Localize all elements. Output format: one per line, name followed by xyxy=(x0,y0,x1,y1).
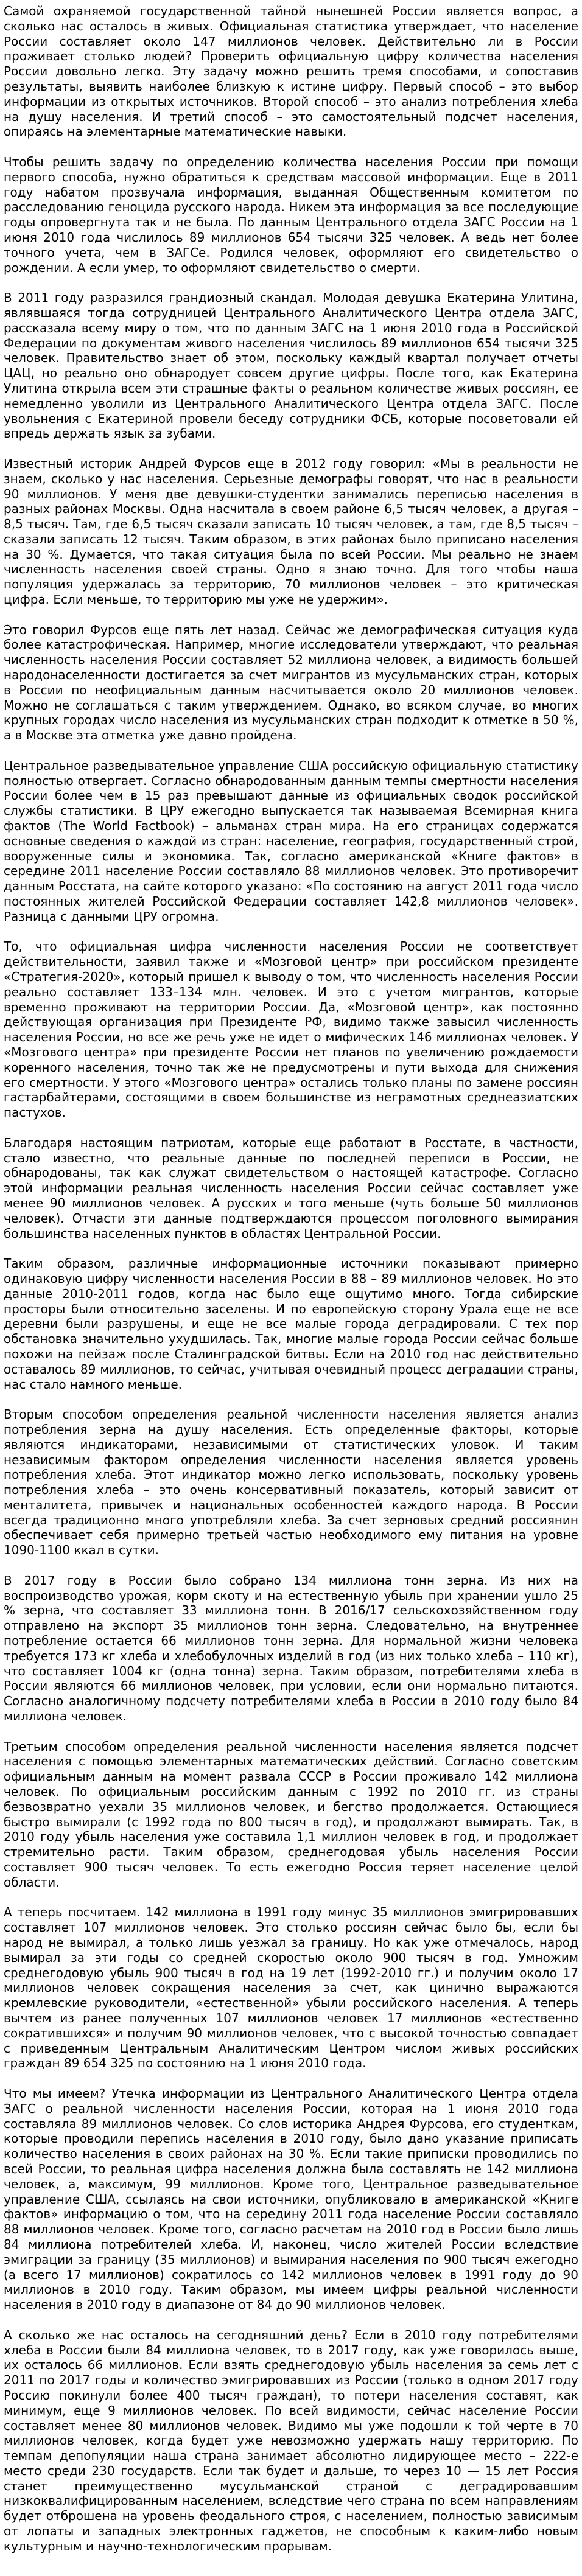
article-paragraph: Известный историк Андрей Фурсов еще в 2012 году говорил: «Мы в реальности не знаем, сколько у нас населения. Серьезные демографы говорят, что нас в реальности 90 миллионов. У меня две девушки-студентки занимались переписью населения в разных районах Москвы. Одна насчитала в своем районе 6,5 тысяч человек, а другая – 8,5 тысяч. Там, где 6,5 тысяч сказали записать 10 тысяч человек, а там, где 8,5 тысяч – сказали записать 12 тысяч. Таким образом, в этих районах было приписано населения на 30 %. Думается, что такая ситуация была по всей России. Мы реально не знаем численность населения своей страны. Одно я знаю точно. Для того чтобы наша популяция удержалась за территорию, 70 миллионов человек – это критическая цифра. Если меньше, то территорию мы уже не удержим». xyxy=(4,456,578,607)
article-paragraph: Самой охраняемой государственной тайной нынешней России является вопрос, а сколько нас осталось в живых. Официальная статистика утверждает, что население России составляет около 147 миллионов человек. Действительно ли в России проживает столько людей? Проверить официальную цифру количества населения России довольно легко. Эту задачу можно решить тремя способами, и сопоставив результаты, выявить наиболее близкую к истине цифру. Первый способ – это выбор информации из открытых источников. Второй способ – это анализ потребления хлеба на душу населения. И третий способ – это самостоятельный подсчет населения, опираясь на элементарные математические навыки. xyxy=(4,4,578,139)
article-paragraph: Это говорил Фурсов еще пять лет назад. Сейчас же демографическая ситуация куда более катастрофическая. Например, многие исследователи утверждают, что реальная численность населения России составляет 52 миллиона человек, а видимость большей народонаселенности достигается за счет мигрантов из мусульманских стран, которых в России по неофициальным данным насчитывается около 20 миллионов человек. Можно не соглашаться с таким утверждением. Однако, во всяком случае, во многих крупных городах число населения из мусульманских стран подходит к отметке в 50 %, а в Москве эта отметка уже давно пройдена. xyxy=(4,622,578,743)
article-paragraph: Третьим способом определения реальной численности населения является подсчет населения с помощью элементарных математических действий. Согласно советским официальным данным на момент развала СССР в России проживало 142 миллиона человек. По официальным российским данным с 1992 по 2010 гг. из страны безвозвратно уехали 35 миллионов человек, и бегство продолжается. Остающиеся быстро вымирали (с 1992 года по 800 тысяч в год), и продолжают вымирать. Так, в 2010 году убыль населения уже составила 1,1 миллион человек в год, и продолжает стремительно расти. Таким образом, среднегодовая убыль населения России составляет 900 тысяч человек. То есть ежегодно Россия теряет население целой области. xyxy=(4,1739,578,1890)
article-paragraph: Вторым способом определения реальной численности населения является анализ потребления зерна на душу населения. Есть определенные факторы, которые являются индикаторами, независимыми от статистических уловок. И таким независимым фактором определения численности населения является уровень потребления хлеба. Этот индикатор можно легко использовать, поскольку уровень потребления хлеба – это очень консервативный показатель, который зависит от менталитета, привычек и национальных особенностей каждого народа. В России всегда традиционно много употребляли хлеба. За счет зерновых средний россиянин обеспечивает себя примерно третьей частью необходимого ему питания на уровне 1090-1100 ккал в сутки. xyxy=(4,1407,578,1558)
article-paragraph: Таким образом, различные информационные источники показывают примерно одинаковую цифру численности населения России в 88 – 89 миллионов человек. Но это данные 2010-2011 годов, когда нас было еще ощутимо много. Тогда сибирские просторы были относительно заселены. И по европейскую сторону Урала еще не все деревни были разрушены, и еще не все малые города деградировали. С тех пор обстановка значительно ухудшилась. Так, многие малые города России сейчас больше похожи на пейзаж после Сталинградской битвы. Если на 2010 год нас действительно оставалось 89 миллионов, то сейчас, учитывая очевидный процесс деградации страны, нас стало намного меньше. xyxy=(4,1256,578,1392)
article-paragraph: Что мы имеем? Утечка информации из Центрального Аналитического Центра отдела ЗАГС о реальной численности населения России, которая на 1 июня 2010 года составляла 89 миллионов человек. Со слов историка Андрея Фурсова, его студенткам, которые проводили перепись населения в 2010 году, было дано указание приписать количество населения в своих районах на 30 %. Если такие приписки проводились по всей России, то реальная цифра населения должна была составлять не 142 миллиона человек, а, максимум, 99 миллионов. Кроме того, Центральное разведывательное управление США, ссылаясь на свои источники, опубликовало в американской «Книге фактов» информацию о том, что на середину 2011 года население России составляло 88 миллионов человек. Кроме того, согласно расчетам на 2010 год в России было лишь 84 миллиона потребителей хлеба. И, наконец, число жителей России вследствие эмиграции за границу (35 миллионов) и вымирания населения по 900 тысяч ежегодно (а всего 17 миллионов) сократилось со 142 миллионов человек в 1991 году до 90 миллионов в 2010 году. Таким образом, мы имеем цифры реальной численности населения в 2010 году в диапазоне от 84 до 90 миллионов человек. xyxy=(4,2086,578,2312)
article-paragraph: А сколько же нас осталось на сегодняшний день? Если в 2010 году потребителями хлеба в России были 84 миллиона человек, то в 2017 году, как уже говорилось выше, их осталось 66 миллионов. Если взять среднегодовую убыль населения за семь лет с 2011 по 2017 годы и количество эмигрировавших из России (только в одном 2017 году Россию покинули более 400 тысяч граждан), то потери населения составят, как минимум, еще 9 миллионов человек. По всей видимости, сейчас население России составляет менее 80 миллионов человек. Видимо мы уже подошли к той черте в 70 миллионов человек, когда будет уже невозможно удержать нашу территорию. По темпам депопуляции наша страна занимает абсолютно лидирующее место – 222-е место среди 230 государств. Если так будет и дальше, то через 10 — 15 лет Россия станет преимущественно мусульманской страной с деградировавшим низкоквалифицированным населением, вследствие чего страна по всем направлениям будет отброшена на уровень феодального строя, с населением, полностью зависимым от лопаты и западных электронных гаджетов, не способным к каким-либо новым культурным и научно-технологическим прорывам. xyxy=(4,2327,578,2553)
article-paragraph: Чтобы решить задачу по определению количества населения России при помощи первого способа, нужно обратиться к средствам массовой информации. Еще в 2011 году набатом прозвучала информация, выданная Общественным комитетом по расследованию геноцида русского народа. Никем эта информация за все последующие годы опровергнута так и не была. По данным Центрального отдела ЗАГС России на 1 июня 2010 года числилось 89 миллионов 654 тысячи 325 человек. А ведь нет более точного учета, чем в ЗАГСе. Родился человек, оформляют его свидетельство о рождении. А если умер, то оформляют свидетельство о смерти. xyxy=(4,154,578,275)
article-paragraph: Центральное разведывательное управление США российскую официальную статистику полностью отвергает. Согласно обнародованным данным темпы смертности населения России более чем в 15 раз превышают данные из официальных сводок российской службы статистики. В ЦРУ ежегодно выпускается так называемая Всемирная книга фактов (The World Factbook) – альманах стран мира. На его страницах содержатся основные сведения о каждой из стран: население, география, государственный строй, вооруженные силы и экономика. Так, согласно американской «Книге фактов» в середине 2011 население России составляло 88 миллионов человек. Это противоречит данным Росстата, на сайте которого указано: «По состоянию на август 2011 года число постоянных жителей Российской Федерации составляет 142,8 миллионов человек». Разница с данными ЦРУ огромна. xyxy=(4,758,578,924)
article-paragraph: В 2017 году в России было собрано 134 миллиона тонн зерна. Из них на воспроизводство урожая, корм скоту и на естественную убыль при хранении ушло 25 % зерна, что составляет 33 миллиона тонн. В 2016/17 сельскохозяйственном году отправлено на экспорт 35 миллионов тонн зерна. Следовательно, на внутреннее потребление остается 66 миллионов тонн зерна. Для нормальной жизни человека требуется 173 кг хлеба и хлебобулочных изделий в год (из них только хлеба – 110 кг), что составляет 1004 кг (одна тонна) зерна. Таким образом, потребителями хлеба в России являются 66 миллионов человек, при условии, если они нормально питаются. Согласно аналогичному подсчету потребителями хлеба в России в 2010 году было 84 миллиона человек. xyxy=(4,1572,578,1724)
article-paragraph: А теперь посчитаем. 142 миллиона в 1991 году минус 35 миллионов эмигрировавших составляет 107 миллионов человек. Это столько россиян сейчас было бы, если бы народ не вымирал, а только лишь уезжал за границу. Но как уже отмечалось, народ вымирал за эти годы со средней скоростью около 900 тысяч в год. Умножим среднегодовую убыль 900 тысяч в год на 19 лет (1992-2010 гг.) и получим около 17 миллионов человек сокращения населения за счет, как цинично выражаются кремлевские руководители, «естественной» убыли российского населения. А теперь вычтем из ранее полученных 107 миллионов человек 17 миллионов «естественно сократившихся» и получим 90 миллионов человек, что с высокой точностью совпадает с приведенным Центральным Аналитическим Центром числом живых российских граждан 89 654 325 по состоянию на 1 июня 2010 года. xyxy=(4,1905,578,2071)
article-paragraph: В 2011 году разразился грандиозный скандал. Молодая девушка Екатерина Улитина, являвшаяся тогда сотрудницей Центрального Аналитического Центра отдела ЗАГС, рассказала всему миру о том, что по данным ЗАГС на 1 июня 2010 года в Российской Федерации по документам живого населения числилось 89 миллионов 654 тысячи 325 человек. Правительство знает об этом, поскольку каждый квартал получает отчеты ЦАЦ, но реально оно обнародует совсем другие цифры. После того, как Екатерина Улитина открыла всем эти страшные факты о реальном количестве живых россиян, ее немедленно уволили из Центрального Аналитического Центра отдела ЗАГС. После увольнения с Екатериной провели беседу сотрудники ФСБ, которые посоветовали ей впредь держать язык за зубами. xyxy=(4,290,578,441)
article-paragraph: То, что официальная цифра численности населения России не соответствует действительности, заявил также и «Мозговой центр» при российском президенте «Стратегия-2020», который пришел к выводу о том, что численность населения России реально составляет 133–134 млн. человек. И это с учетом мигрантов, которые временно проживают на территории России. Да, «Мозговой центр», как постоянно действующая организация при Президенте РФ, видимо также завысил численность населения России, но все же речь уже не идет о мифических 146 миллионах человек. У «Мозгового центра» при президенте России нет планов по увеличению рождаемости коренного населения, точно так же не предусмотрены и пути выхода для снижения его смертности. У этого «Мозгового центра» остались только планы по замене россиян гастарбайтерами, состоящими в своем большинстве из неграмотных среднеазиатских пастухов. xyxy=(4,939,578,1120)
article-paragraph: Благодаря настоящим патриотам, которые еще работают в Росстате, в частности, стало известно, что реальные данные по последней переписи в России, не обнародованы, так как служат свидетельством о настоящей катастрофе. Согласно этой информации реальная численность населения России сейчас составляет уже менее 90 миллионов человек. А русских и того меньше (чуть больше 50 миллионов человек). Отчасти эти данные подтверждаются процессом поголовного вымирания большинства населенных пунктов в областях Центральной России. xyxy=(4,1135,578,1241)
